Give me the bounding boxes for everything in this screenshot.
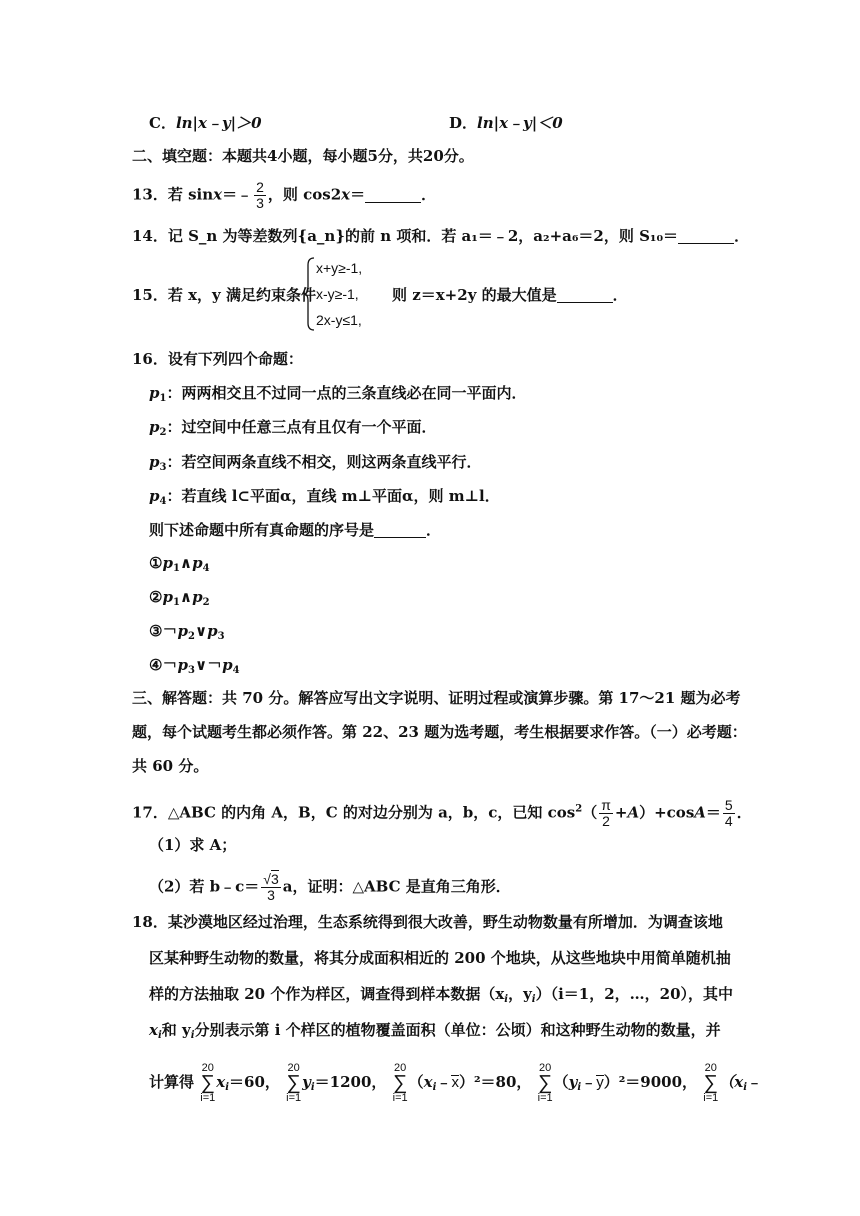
q17-part-2: [149, 872, 511, 903]
q13-var2: x: [341, 185, 351, 204]
p3-text: ：若空间两条直线不相交，则这两条直线平行．: [166, 453, 482, 471]
q18-line-5-pre: 计算得: [149, 1073, 195, 1091]
q18-line-3-c: ）（i＝1，2，…，20），其中: [535, 985, 734, 1003]
choice-4-mark: ④: [149, 656, 163, 674]
q18-line-3: 样的方法抽取 20 个作为样区，调查得到样本数据（$x_i$，$y_i)(i=1$，2，…，20），其中: [149, 985, 734, 1005]
q12-option-d: [449, 113, 563, 133]
sum-1-top: 20: [201, 1062, 214, 1074]
q17-pi: π: [601, 797, 611, 813]
q16-choice-2: $②p_1\wedge p_2$: [149, 588, 210, 608]
q18-line-3-b: ，y: [508, 985, 532, 1003]
q17-sqrt3: 3: [270, 871, 279, 887]
option-d-label: D．: [449, 114, 478, 132]
q17-pi-over-2: [599, 798, 613, 829]
q17-sqrt3-over-3: $\frac{√3}{3}$: [263, 871, 279, 903]
q15-pre: 15．若 x，y 满足约束条件: [132, 286, 316, 304]
question-15-stem: [132, 285, 316, 305]
q17-five: 5: [724, 797, 733, 813]
sum-symbol-2: 20 ∑ i=1: [286, 1062, 302, 1104]
sum-4-bottom: i=1: [537, 1092, 553, 1104]
q15-post: 则 z＝x+2y 的最大值是: [392, 286, 557, 304]
q17-part-2-post: a，证明：△ABC 是直角三角形．: [282, 877, 511, 896]
q16-choice-4: ④￢$p_3\vee$￢$p_4$: [149, 656, 240, 676]
question-14: 14．记 S_n 为等差数列{a_n}的前 n 项和．若 a₁＝﹣2，a₂+a₆＝2，则 S₁₀＝ ．: [132, 227, 750, 245]
sum-5-bottom: i=1: [703, 1092, 719, 1104]
q17-part-2-pre: （2）若 b﹣c＝: [149, 877, 260, 896]
sum-3-value: ²＝80，: [473, 1073, 532, 1091]
sum-2-var: y: [302, 1073, 311, 1091]
q17-four: 4: [724, 813, 733, 829]
section-3-line-2: 题，每个试题考生都必须作答。第 22、23 题为选考题，考生根据要求作答。（一）必考题：: [132, 723, 747, 741]
q17-five-fourths: [723, 798, 735, 829]
q15-constraint-2: x-y≥-1,: [316, 286, 359, 302]
q17-part-1: （1）求 A；: [149, 836, 237, 854]
proposition-p4: $p_4$：若直线 l⊂平面α，直线 m⊥平面α，则 m⊥l．: [149, 487, 500, 507]
sum-2-bottom: i=1: [286, 1092, 302, 1104]
q17-stem: 17．△ABC 的内角 A，B，C 的对边分别为 a，b，c，已知 cos: [132, 803, 576, 822]
sum-5-top: 20: [704, 1062, 717, 1074]
choice-2-mark: ②: [149, 588, 163, 606]
q18-line-1: 18．某沙漠地区经过治理，生态系统得到很大改善，野生动物数量有所增加．为调查该地: [132, 913, 723, 931]
q17-two: 2: [602, 813, 610, 829]
q13-text: 13．若 sin: [132, 185, 214, 204]
q18-line-4-c: 分别表示第 i 个样区的植物覆盖面积（单位：公顷）和这种野生动物的数量，并: [194, 1021, 721, 1039]
q13-eq: ＝﹣: [222, 185, 253, 204]
sum-symbol-4: 20 ∑ i=1: [537, 1062, 553, 1104]
q13-fraction: [254, 180, 266, 211]
sum-5-tail: （x: [719, 1073, 744, 1091]
sum-4-value: ²＝9000，: [618, 1073, 698, 1091]
choice-1-mark: ①: [149, 554, 163, 572]
proposition-p1: $p_1$：两两相交且不过同一点的三条直线必在同一平面内．: [149, 384, 527, 404]
q18-line-4-b: 和 y: [161, 1021, 191, 1039]
question-17: 17．△ABC 的内角 A，B，C 的对边分别为 a，b，c，已知 $\cos^2$（ $\frac{\pi}{2}$ +A）+cosA＝ $\frac{5}{4}$ ．: [132, 797, 752, 829]
q15-constraint-3: 2x-y≤1,: [316, 312, 362, 328]
section-3-line-1: 三、解答题：共 70 分。解答应写出文字说明、证明过程或演算步骤。第 17～21 题为必考: [132, 689, 741, 707]
q13-den: 3: [256, 195, 264, 211]
q18-line-3-a: 样的方法抽取 20 个作为样区，调查得到样本数据（x: [149, 985, 505, 1003]
proposition-p2: $p_2$：过空间中任意三点有且仅有一个平面．: [149, 418, 437, 438]
q16-choice-3: ③￢$p_2\vee p_3$: [149, 622, 225, 642]
sum-2-value: ＝1200，: [314, 1073, 387, 1091]
question-16-title: 16．设有下列四个命题：: [132, 350, 303, 368]
q13-var: x: [213, 185, 223, 204]
sum-1-value: ＝60，: [229, 1073, 280, 1091]
choice-3-mark: ③: [149, 622, 163, 640]
sum-1-bottom: i=1: [200, 1092, 216, 1104]
q13-answer-blank: [365, 188, 421, 203]
q18-line-4: $x_i$和 $y_i$分别表示第 i 个样区的植物覆盖面积（单位：公顷）和这种野生动物的数量，并: [149, 1021, 721, 1041]
proposition-p3: $p_3$：若空间两条直线不相交，则这两条直线平行．: [149, 453, 482, 473]
q16-ask-text: 则下述命题中所有真命题的序号是: [149, 521, 375, 539]
q18-line-5: 计算得 20 ∑ i=1 $x_i=60$， 20 ∑ i=1 $y_i=1200$， 20 ∑ i=1 $(x_i﹣x)^2=80$， 20 ∑ i=1 $(y_i﹣y)^2=9000$， 20 ∑ i=1 （$x_i﹣$: [149, 1062, 763, 1104]
question-13: 13．若 sinx＝﹣ $\frac{2}{3}$ ，则 cos2x＝ ．: [132, 179, 437, 211]
q13-mid: ，则 cos2: [267, 185, 342, 204]
sum-1-var: x: [216, 1073, 226, 1091]
p1-text: ：两两相交且不过同一点的三条直线必在同一平面内．: [166, 384, 527, 402]
q13-num: 2: [256, 179, 264, 195]
q15-answer-blank: [557, 288, 613, 303]
section-3-line-3: 共 60 分。: [132, 757, 209, 775]
q16-choice-1: $①p_1\wedge p_4$: [149, 554, 210, 574]
question-15-tail: 则 z＝x+2y 的最大值是 ．: [392, 286, 628, 304]
q18-line-2: 区某种野生动物的数量，将其分成面积相近的 200 个地块，从这些地块中用简单随机抽: [149, 949, 731, 967]
sum-symbol-3: 20 ∑ i=1: [392, 1062, 408, 1104]
option-d-expr: ln|x﹣y|＜0: [477, 114, 563, 132]
q14-answer-blank: [678, 229, 734, 244]
sum-3-top: 20: [394, 1062, 407, 1074]
question-16-ask: 则下述命题中所有真命题的序号是 ．: [149, 521, 442, 539]
q16-answer-blank: [374, 523, 426, 538]
q13-post: ＝: [350, 185, 366, 204]
q12-option-c: [149, 113, 262, 133]
q15-constraint-1: x+y≥-1,: [316, 260, 363, 276]
q14-text: 14．记 S_n 为等差数列{a_n}的前 n 项和．若 a₁＝﹣2，a₂+a₆＝2，则 S₁₀＝: [132, 227, 679, 245]
sum-4-top: 20: [539, 1062, 552, 1074]
p2-text: ：过空间中任意三点有且仅有一个平面．: [166, 418, 437, 436]
p4-text: ：若直线 l⊂平面α，直线 m⊥平面α，则 m⊥l．: [166, 487, 500, 505]
q15-brace: [304, 257, 316, 331]
option-c-expr: ln|x﹣y|＞0: [175, 114, 262, 132]
section-2-heading: 二、填空题：本题共4小题，每小题5分，共20分。: [132, 147, 474, 165]
q17-three: 3: [267, 887, 275, 903]
q18-line-4-a: x: [149, 1021, 158, 1039]
sum-3-bottom: i=1: [392, 1092, 408, 1104]
sum-2-top: 20: [287, 1062, 300, 1074]
sum-symbol-1: 20 ∑ i=1: [200, 1062, 216, 1104]
sum-symbol-5: 20 ∑ i=1: [703, 1062, 719, 1104]
option-c-label: C．: [149, 114, 176, 132]
